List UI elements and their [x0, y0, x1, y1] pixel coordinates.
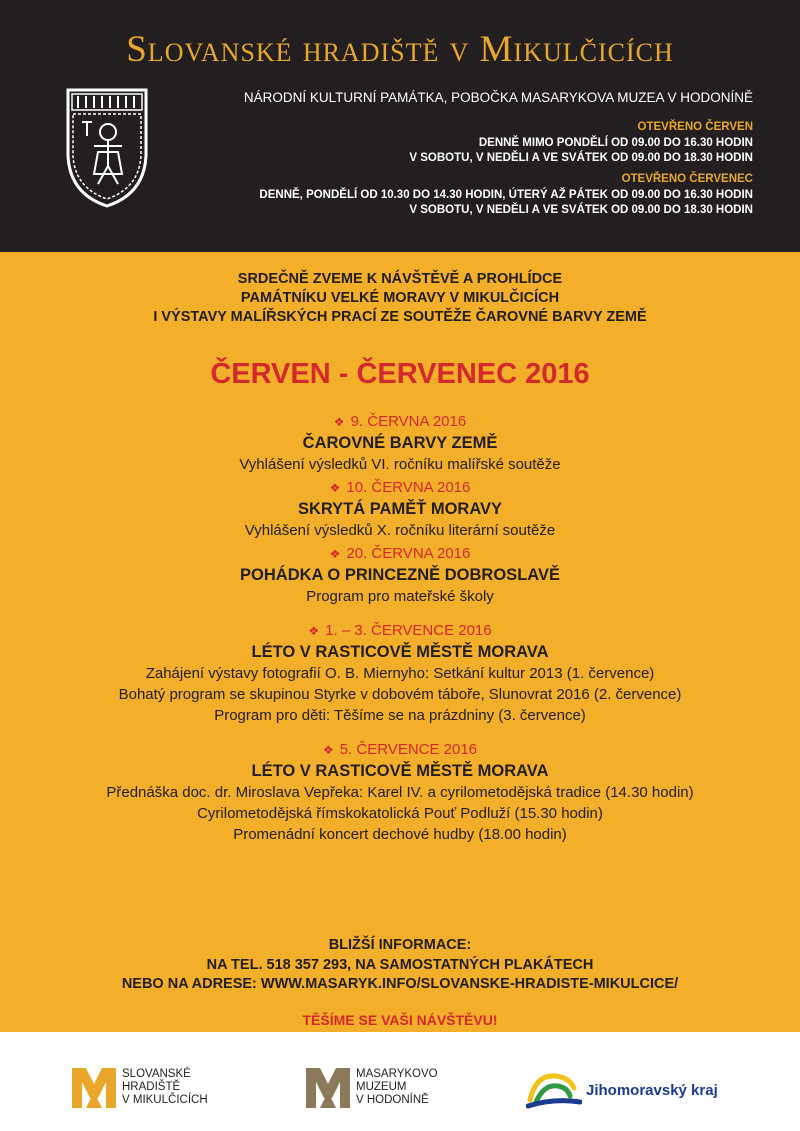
bullet-icon: ❖ — [322, 743, 334, 757]
event-title: LÉTO V RASTICOVĚ MĚSTĚ MORAVA — [251, 762, 549, 780]
event-date: ❖ 20. ČERVNA 2016 — [329, 545, 471, 562]
event-date: ❖ 1. – 3. ČERVENCE 2016 — [308, 622, 492, 639]
logo-text: MASARYKOVO MUZEUM V HODONÍNĚ — [356, 1067, 438, 1106]
invitation-line: PAMÁTNÍKU VELKÉ MORAVY V MIKULČICÍCH — [240, 290, 560, 306]
event-list — [0, 412, 800, 848]
event-item — [0, 478, 800, 541]
page-title: Slovanské hradiště v Mikulčicích — [126, 29, 674, 70]
mm-logo-icon — [72, 1064, 116, 1110]
event-description: Cyrilometodějská římskokatolická Pouť Podluží (15.30 hodin) — [197, 805, 603, 822]
event-description: Program pro děti: Těšíme se na prázdniny (3. července) — [214, 707, 586, 724]
event-description: Zahájení výstavy fotografií O. B. Miernyho: Setkání kultur 2013 (1. července) — [145, 665, 655, 682]
main-content — [0, 252, 800, 1032]
bullet-icon: ❖ — [329, 481, 341, 495]
logo-slovanske-hradiste — [72, 1064, 208, 1110]
event-description: Vyhlášení výsledků X. ročníku literární soutěže — [244, 522, 556, 539]
event-description: Přednáška doc. dr. Miroslava Vepřeka: Karel IV. a cyrilometodějská tradice (14.30 hodin) — [106, 784, 694, 801]
event-description: Bohatý program se skupinou Styrke v dobovém táboře, Slunovrat 2016 (2. července) — [118, 686, 682, 703]
hours-july-heading: OTEVŘENO ČERVENEC — [621, 173, 753, 185]
logo-text: SLOVANSKÉ HRADIŠTĚ V MIKULČICÍCH — [122, 1067, 208, 1106]
bullet-icon: ❖ — [308, 624, 320, 638]
hours-line: V SOBOTU, V NEDĚLI A VE SVÁTEK OD 09.00 DO 18.30 HODIN — [409, 204, 753, 216]
event-title: SKRYTÁ PAMĚŤ MORAVY — [297, 500, 503, 518]
invitation-line: SRDEČNĚ ZVEME K NÁVŠTĚVĚ A PROHLÍDCE — [237, 271, 563, 287]
event-item — [0, 412, 800, 475]
emblem-icon — [64, 86, 150, 210]
jmk-logo-icon — [526, 1070, 582, 1110]
info-heading: BLIŽŠÍ INFORMACE: — [328, 937, 472, 953]
event-title: LÉTO V RASTICOVĚ MĚSTĚ MORAVA — [251, 643, 549, 661]
footer — [0, 1032, 800, 1131]
contact-info — [0, 936, 800, 995]
event-item — [0, 740, 800, 845]
mm-logo-icon — [306, 1064, 350, 1110]
invitation — [0, 270, 800, 327]
hours-line: DENNĚ MIMO PONDĚLÍ OD 09.00 DO 16.30 HODIN — [478, 136, 753, 149]
logo-masarykovo-muzeum — [306, 1064, 438, 1110]
period-heading: ČERVEN - ČERVENEC 2016 — [210, 358, 590, 390]
bullet-icon: ❖ — [329, 547, 341, 561]
event-description: Program pro mateřské školy — [306, 588, 494, 605]
hours-line: V SOBOTU, V NEDĚLI A VE SVÁTEK OD 09.00 DO 18.30 HODIN — [409, 152, 753, 164]
invitation-line: I VÝSTAVY MALÍŘSKÝCH PRACÍ ZE SOUTĚŽE ČAROVNÉ BARVY ZEMĚ — [153, 309, 647, 325]
bullet-icon: ❖ — [333, 415, 345, 429]
logo-text: Jihomoravský kraj — [586, 1081, 718, 1099]
event-date: ❖ 9. ČERVNA 2016 — [333, 413, 467, 430]
header — [0, 0, 800, 252]
event-item — [0, 621, 800, 726]
hours-july — [193, 172, 753, 219]
hours-june-heading: OTEVŘENO ČERVEN — [637, 121, 753, 133]
welcome-message: TĚŠÍME SE VAŠI NÁVŠTĚVU! — [302, 1012, 498, 1028]
event-item — [0, 544, 800, 607]
hours-line: DENNĚ, PONDĚLÍ OD 10.30 DO 14.30 HODIN, ÚTERÝ AŽ PÁTEK OD 09.00 DO 16.30 HODIN — [259, 188, 753, 201]
event-description: Promenádní koncert dechové hudby (18.00 hodin) — [233, 826, 567, 843]
info-website-link[interactable]: NEBO NA ADRESE: WWW.MASARYK.INFO/SLOVANSKE-HRADISTE-MIKULCICE/ — [121, 976, 679, 992]
event-description: Vyhlášení výsledků VI. ročníku malířské soutěže — [239, 456, 561, 473]
subtitle: NÁRODNÍ KULTURNÍ PAMÁTKA, POBOČKA MASARYKOVA MUZEA V HODONÍNĚ — [243, 90, 753, 105]
event-date: ❖ 10. ČERVNA 2016 — [329, 479, 471, 496]
event-title: ČAROVNÉ BARVY ZEMĚ — [302, 434, 498, 452]
hours-june — [193, 120, 753, 167]
event-title: POHÁDKA O PRINCEZNĚ DOBROSLAVĚ — [240, 566, 560, 584]
logo-jihomoravsky-kraj — [526, 1070, 718, 1110]
info-phone: NA TEL. 518 357 293, NA SAMOSTATNÝCH PLAKÁTECH — [206, 956, 594, 973]
event-date: ❖ 5. ČERVENCE 2016 — [322, 741, 478, 758]
